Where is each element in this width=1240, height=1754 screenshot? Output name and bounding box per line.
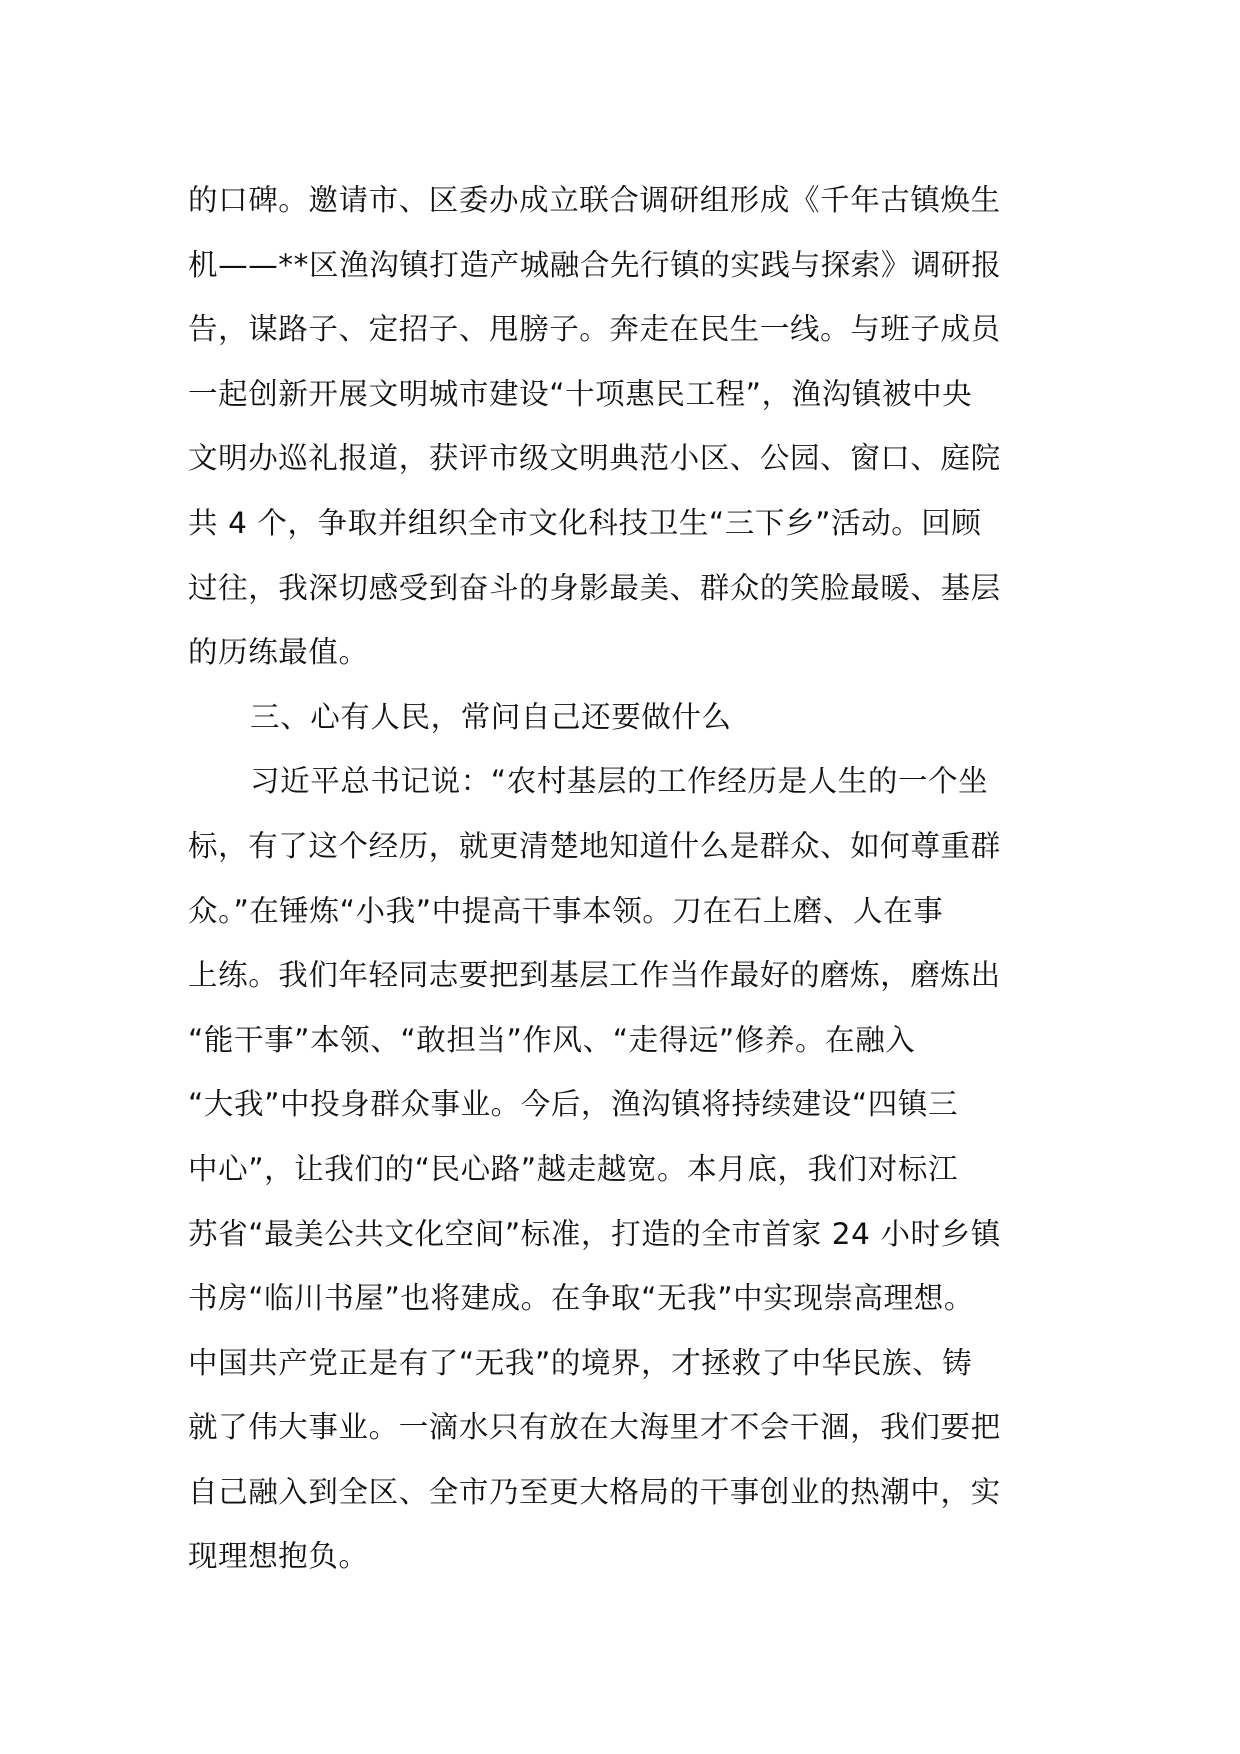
- text-line: 现理想抱负。: [188, 1539, 369, 1574]
- text-line: 机——**区渔沟镇打造产城融合先行镇的实践与探索》调研报: [188, 247, 1002, 282]
- section-heading: 三、心有人民，常问自己还要做什么: [250, 699, 732, 734]
- text-line: 自己融入到全区、全市乃至更大格局的干事创业的热潮中，实: [188, 1474, 1001, 1509]
- text-line: “大我”中投身群众事业。今后，渔沟镇将持续建设“四镇三: [188, 1087, 959, 1122]
- text-line: 的历练最值。: [188, 635, 369, 670]
- text-line: 众。”在锤炼“小我”中提高干事本领。刀在石上磨、人在事: [188, 893, 944, 928]
- text-line: 共 4 个，争取并组织全市文化科技卫生“三下乡”活动。回顾: [188, 505, 982, 540]
- text-line: 上练。我们年轻同志要把到基层工作当作最好的磨炼，磨炼出: [188, 958, 1001, 993]
- text-line: 苏省“最美公共文化空间”标准，打造的全市首家 24 小时乡镇: [188, 1216, 1001, 1251]
- text-line: 习近平总书记说：“农村基层的工作经历是人生的一个坐: [250, 764, 989, 799]
- text-line: 告，谋路子、定招子、甩膀子。奔走在民生一线。与班子成员: [188, 312, 1001, 347]
- text-line: 一起创新开展文明城市建设“十项惠民工程”，渔沟镇被中央: [188, 376, 973, 411]
- text-line: 就了伟大事业。一滴水只有放在大海里才不会干涸，我们要把: [188, 1410, 1001, 1445]
- body-text: [188, 168, 1060, 1589]
- text-line: 中国共产党正是有了“无我”的境界，才拯救了中华民族、铸: [188, 1345, 973, 1380]
- text-line: “能干事”本领、“敢担当”作风、“走得远”修养。在融入: [188, 1022, 916, 1057]
- text-line: 过往，我深切感受到奋斗的身影最美、群众的笑脸最暖、基层: [188, 570, 1001, 605]
- text-line: 的口碑。邀请市、区委办成立联合调研组形成《千年古镇焕生: [188, 183, 1001, 217]
- text-line: 标，有了这个经历，就更清楚地知道什么是群众、如何尊重群: [188, 828, 1001, 863]
- text-line: 文明办巡礼报道，获评市级文明典范小区、公园、窗口、庭院: [188, 441, 1001, 476]
- text-line: 中心”，让我们的“民心路”越走越宽。本月底，我们对标江: [188, 1151, 959, 1186]
- text-line: 书房“临川书屋”也将建成。在争取“无我”中实现崇高理想。: [188, 1281, 974, 1316]
